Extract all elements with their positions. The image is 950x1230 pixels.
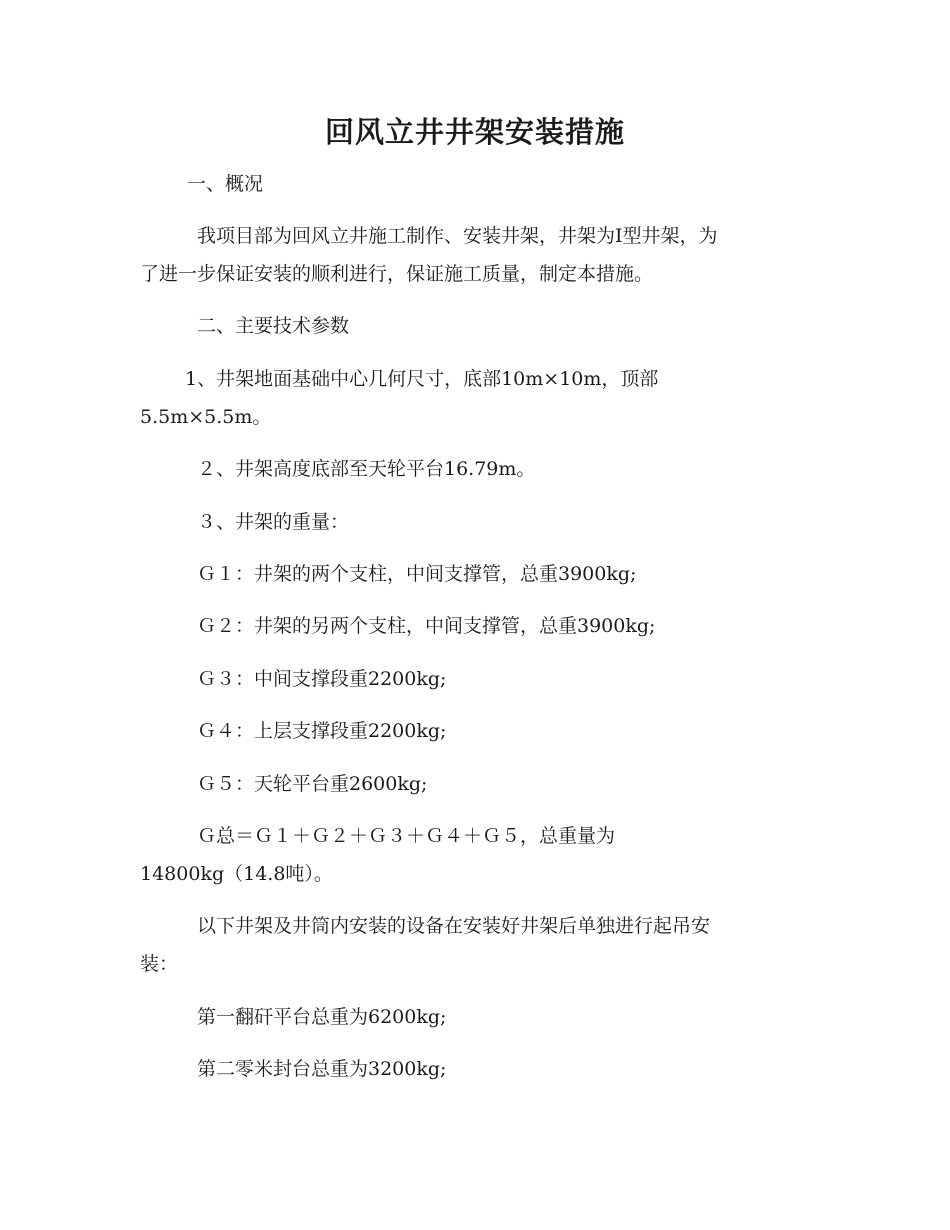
paragraph-line: 了进一步保证安装的顺利进行，保证施工质量，制定本措施。 — [140, 263, 654, 285]
paragraph-line: 装： — [140, 953, 179, 975]
list-item: ３、井架的重量： — [197, 511, 350, 533]
document-title: 回风立井井架安装措施 — [324, 115, 625, 149]
weight-item: Ｇ２：井架的另两个支柱，中间支撑管，总重3900kg; — [197, 615, 656, 637]
total-weight-continuation: 14800kg（14.8吨）。 — [140, 863, 333, 885]
paragraph-line: 我项目部为回风立井施工制作、安装井架，井架为Ⅰ型井架，为 — [197, 225, 718, 247]
weight-item: Ｇ１：井架的两个支柱，中间支撑管，总重3900kg; — [197, 563, 637, 585]
list-item-continuation: 5.5m×5.5m。 — [140, 406, 272, 428]
platform-item: 第二零米封台总重为3200kg; — [197, 1058, 447, 1080]
section-heading-overview: 一、概况 — [187, 173, 264, 195]
section-heading-parameters: 二、主要技术参数 — [197, 315, 350, 337]
weight-item: Ｇ５：天轮平台重2600kg; — [197, 773, 428, 795]
paragraph-line: 以下井架及井筒内安装的设备在安装好井架后单独进行起吊安 — [197, 915, 711, 937]
weight-item: Ｇ３：中间支撑段重2200kg; — [197, 668, 447, 690]
total-weight: Ｇ总＝Ｇ１＋Ｇ２＋Ｇ３＋Ｇ４＋Ｇ５，总重量为 — [197, 825, 616, 847]
list-item: 1、井架地面基础中心几何尺寸，底部10m×10m，顶部 — [185, 368, 659, 390]
weight-item: Ｇ４：上层支撑段重2200kg; — [197, 720, 447, 742]
platform-item: 第一翻矸平台总重为6200kg; — [197, 1006, 447, 1028]
list-item: ２、井架高度底部至天轮平台16.79m。 — [197, 458, 536, 480]
